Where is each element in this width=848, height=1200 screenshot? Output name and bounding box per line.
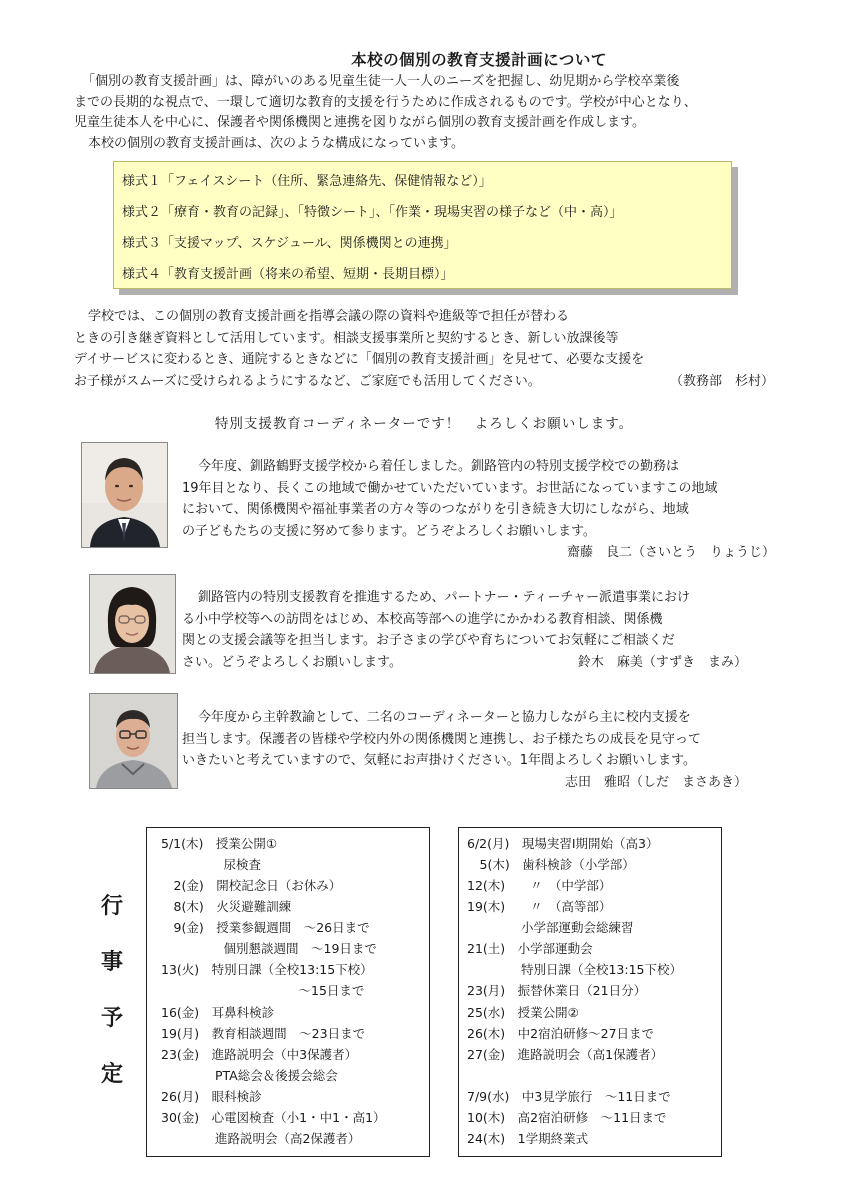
schedule-row: 8(木) 火災避難訓練 [161, 899, 292, 914]
usage-last-line: お子様がスムーズに受けられるようにするなど、ご家庭でも活用してください。 [74, 373, 541, 389]
forms-box [113, 161, 732, 289]
schedule-row: 27(金) 進路説明会（高1保護者） [467, 1047, 664, 1062]
usage-line: ときの引き継ぎ資料として活用しています。相談支援事業所と契約するとき、新しい放課後等 [74, 330, 619, 346]
usage-line: デイサービスに変わるとき、通院するときなどに「個別の教育支援計画」を見せて、必要な支援を [74, 352, 645, 367]
form-item: 様式３「支援マップ、スケジュール、関係機関との連携」 [122, 236, 457, 251]
intro-section [74, 72, 786, 154]
schedule-label-char: 事 [100, 949, 123, 975]
schedule-row: 30(金) 心電図検査（小1・中1・高1） [161, 1110, 386, 1125]
schedule-row: 21(土) 小学部運動会 [467, 941, 593, 956]
schedule-row: 5(木) 歯科検診（小学部） [467, 857, 635, 872]
intro-line: 本校の個別の教育支援計画は、次のような構成になっています。 [88, 135, 464, 151]
schedule-row: 10(木) 高2宿泊研修 ～11日まで [467, 1110, 667, 1125]
profile-suzuki [182, 587, 775, 673]
photo-suzuki [89, 574, 176, 674]
schedule-row: 個別懇談週間 ～19日まで [161, 941, 377, 956]
profile-line: 釧路管内の特別支援教育を推進するため、パートナー・ティーチャー派遣事業におけ [198, 590, 691, 605]
coordinator-heading: 特別支援教育コーディネーターです！ よろしくお願いします。 [214, 416, 634, 432]
profile-name: 志田 雅昭（しだ まさあき） [564, 774, 747, 790]
schedule-row: 2(金) 開校記念日（お休み） [161, 878, 342, 893]
profile-saito [182, 456, 775, 564]
schedule-row: 23(金) 進路説明会（中3保護者） [161, 1047, 358, 1062]
form-item: 様式１「フェイスシート（住所、緊急連絡先、保健情報など）」 [122, 174, 492, 189]
schedule-row: 19(木) 〃 （高等部） [467, 899, 612, 914]
photo-shida [89, 693, 178, 789]
schedule-row: 9(金) 授業参観週間 ～26日まで [161, 920, 370, 935]
schedule-june-july [458, 827, 722, 1157]
schedule-may [146, 827, 430, 1157]
schedule-row: 5/1(木) 授業公開① [161, 836, 278, 851]
schedule-label-char: 定 [100, 1061, 123, 1087]
schedule-row: 特別日課（全校13:15下校） [467, 962, 682, 977]
schedule-row: ～15日まで [161, 983, 365, 998]
profile-line: において、関係機関や福祉事業者の方々等のつながりを引き続き大切にしながら、地域 [182, 502, 689, 517]
profile-line: の子どもたちの支援に努めて参ります。どうぞよろしくお願いします。 [182, 523, 596, 539]
profile-line: 19年目となり、長くこの地域で働かせていただいています。お世話になっていますこの地域 [182, 480, 718, 496]
schedule-row: 26(木) 中2宿泊研修～27日まで [467, 1026, 655, 1041]
profile-name: 齋藤 良二（さいとう りょうじ） [566, 545, 775, 560]
schedule-row: 16(金) 耳鼻科検診 [161, 1005, 275, 1020]
profile-line: いきたいと考えていますので、気軽にお声掛けください。1年間よろしくお願いします。 [182, 753, 696, 768]
profile-last-line: さい。どうぞよろしくお願いします。 [182, 654, 402, 670]
profile-line: 担当します。保護者の皆様や学校内外の関係機関と連携し、お子様たちの成長を見守って [182, 731, 701, 747]
schedule-row: PTA総会＆後援会総会 [161, 1068, 338, 1083]
schedule-row: 7/9(水) 中3見学旅行 ～11日まで [467, 1089, 671, 1104]
schedule-row: 25(水) 授業公開② [467, 1005, 579, 1020]
intro-line: 「個別の教育支援計画」は、障がいのある児童生徒一人一人のニーズを把握し、幼児期から学校卒業後 [82, 74, 680, 89]
schedule-row: 23(月) 振替休業日（21日分） [467, 983, 647, 998]
usage-line [74, 371, 774, 393]
profile-line: 今年度、釧路鶴野支援学校から着任しました。釧路管内の特別支援学校での勤務は [198, 459, 680, 474]
profile-line: 関との支援会議等を担当します。お子さまの学びや育ちについてお気軽にご相談くだ [182, 633, 675, 648]
intro-line: 児童生徒本人を中心に、保護者や関係機関と連携を図りながら個別の教育支援計画を作成します。 [74, 115, 645, 130]
profile-line: る小中学校等への訪問をはじめ、本校高等部への進学にかかわる教育相談、関係機 [182, 611, 663, 627]
schedule-row: 13(火) 特別日課（全校13:15下校） [161, 962, 373, 977]
schedule-label-char: 行 [100, 893, 123, 919]
form-item: 様式２「療育・教育の記録」、「特徴シート」、「作業・現場実習の様子など（中・高）」 [122, 205, 623, 220]
intro-line: までの長期的な視点で、一環して適切な教育的支援を行うために作成されるものです。学校が中心となり、 [74, 94, 697, 110]
schedule-label-char: 予 [100, 1005, 123, 1031]
schedule-row: 19(月) 教育相談週間 ～23日まで [161, 1026, 366, 1041]
usage-line: 学校では、この個別の教育支援計画を指導会議の際の資料や進級等で担任が替わる [88, 309, 570, 324]
page-title: 本校の個別の教育支援計画について [351, 51, 607, 69]
profile-line: 今年度から主幹教諭として、二名のコーディネーターと協力しながら主に校内支援を [198, 710, 691, 725]
profile-shida [182, 707, 775, 793]
photo-saito [81, 442, 168, 548]
schedule-row: 6/2(月) 現場実習Ⅰ期開始（高3） [467, 836, 659, 851]
schedule-row: 26(月) 眼科検診 [161, 1089, 262, 1104]
schedule-label [92, 878, 132, 1102]
schedule-row: 小学部運動会総練習 [467, 920, 634, 935]
schedule-row: 24(木) 1学期終業式 [467, 1131, 589, 1146]
schedule-row: 12(木) 〃 （中学部） [467, 878, 612, 893]
usage-signature: （教務部 杉村） [669, 373, 774, 389]
usage-section [74, 306, 774, 392]
schedule-row: 進路説明会（高2保護者） [161, 1131, 361, 1146]
profile-name: 鈴木 麻美（すずき まみ） [577, 654, 747, 670]
form-item: 様式４「教育支援計画（将来の希望、短期・長期目標）」 [122, 267, 454, 282]
schedule-row: 尿検査 [161, 857, 262, 872]
profile-line [182, 652, 775, 674]
